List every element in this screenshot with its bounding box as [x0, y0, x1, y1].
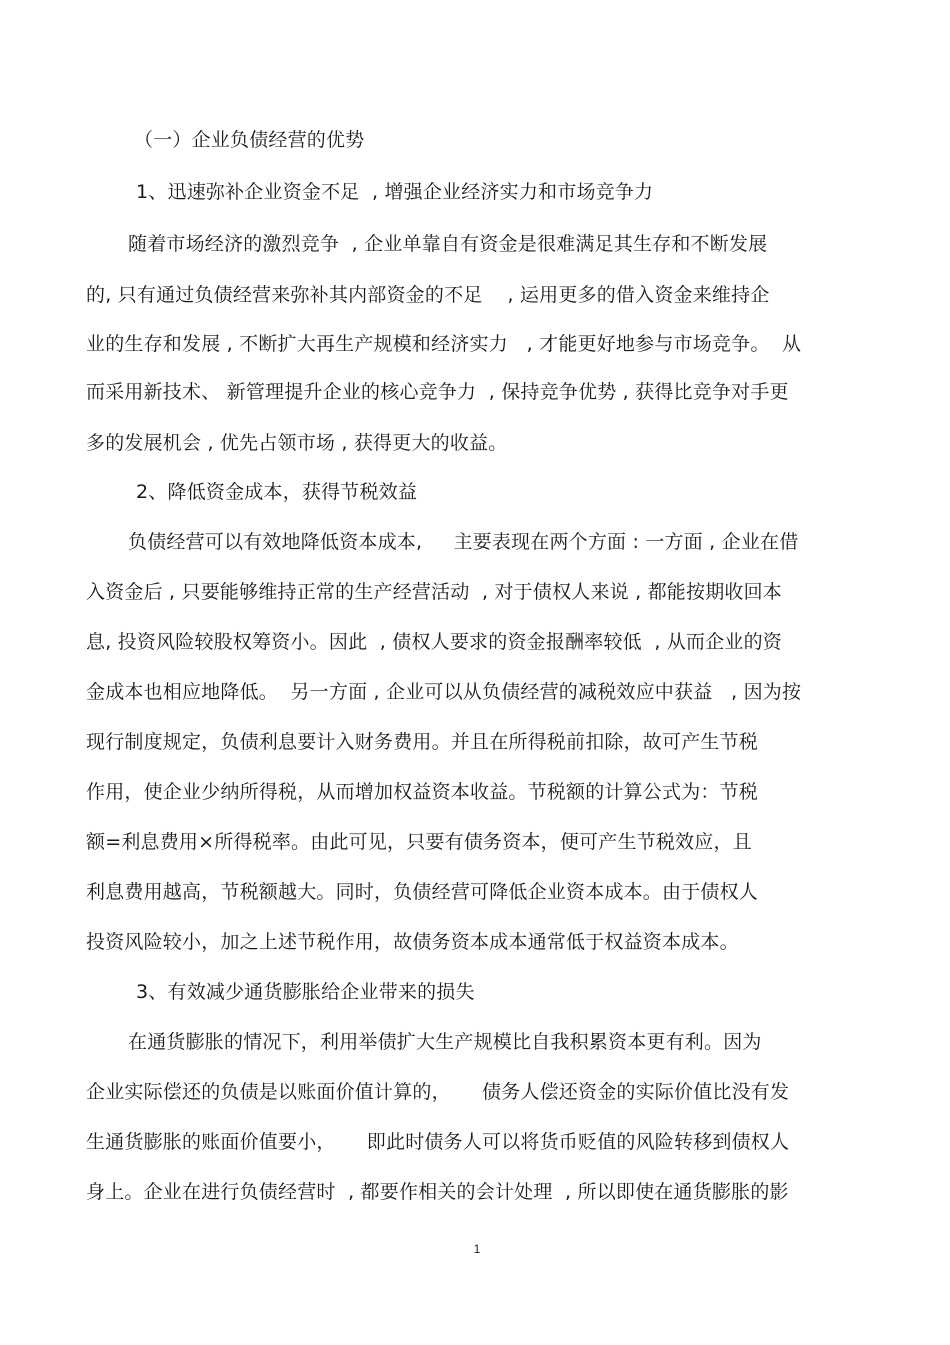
- paragraph-line: 而采用新技术、 新管理提升企业的核心竞争力 , 保持竞争优势 , 获得比竞争对手更: [86, 381, 789, 403]
- paragraph-line: 随着市场经济的激烈竞争 , 企业单靠自有资金是很难满足其生存和不断发展: [128, 233, 768, 255]
- point-3-heading: 3、有效减少通货膨胀给企业带来的损失: [136, 981, 475, 1003]
- paragraph-line: 作用，使企业少纳所得税，从而增加权益资本收益。节税额的计算公式为：节税: [86, 781, 759, 803]
- page-number: 1: [473, 1242, 481, 1256]
- point-2-heading: 2、降低资金成本，获得节税效益: [136, 481, 418, 503]
- paragraph-line: 的, 只有通过负债经营来弥补其内部资金的不足 , 运用更多的借入资金来维持企: [86, 284, 770, 306]
- paragraph-line: 生通货膨胀的账面价值要小， 即此时债务人可以将货币贬值的风险转移到债权人: [86, 1131, 790, 1153]
- paragraph-line: 身上。企业在进行负债经营时 , 都要作相关的会计处理 , 所以即使在通货膨胀的影: [86, 1181, 789, 1203]
- paragraph-line: 业的生存和发展 , 不断扩大再生产规模和经济实力 , 才能更好地参与市场竞争。 从: [86, 333, 802, 355]
- paragraph-line: 金成本也相应地降低。 另一方面 , 企业可以从负债经营的减税效应中获益 , 因为按: [86, 681, 802, 703]
- paragraph-line: 企业实际偿还的负债是以账面价值计算的， 债务人偿还资金的实际价值比没有发: [86, 1081, 790, 1103]
- paragraph-line: 投资风险较小，加之上述节税作用，故债务资本成本通常低于权益资本成本。: [86, 931, 739, 953]
- paragraph-line: 现行制度规定，负债利息要计入财务费用。并且在所得税前扣除，故可产生节税: [86, 731, 759, 753]
- paragraph-line: 利息费用越高，节税额越大。同时，负债经营可降低企业资本成本。由于债权人: [86, 881, 759, 903]
- section-heading: （一）企业负债经营的优势: [134, 129, 365, 151]
- paragraph-line: 负债经营可以有效地降低资本成本, 主要表现在两个方面 : 一方面 , 企业在借: [128, 531, 799, 553]
- paragraph-line: 息, 投资风险较股权筹资小。因此 , 债权人要求的资金报酬率较低 , 从而企业的资: [86, 631, 782, 653]
- paragraph-line: 额=利息费用×所得税率。由此可见，只要有债务资本，便可产生节税效应，且: [86, 831, 752, 853]
- paragraph-line: 多的发展机会 , 优先占领市场 , 获得更大的收益。: [86, 432, 508, 454]
- paragraph-line: 在通货膨胀的情况下，利用举债扩大生产规模比自我积累资本更有利。因为: [128, 1031, 762, 1053]
- paragraph-line: 入资金后 , 只要能够维持正常的生产经营活动 , 对于债权人来说 , 都能按期收回本: [86, 581, 782, 603]
- point-1-heading: 1、迅速弥补企业资金不足 , 增强企业经济实力和市场竞争力: [136, 181, 654, 203]
